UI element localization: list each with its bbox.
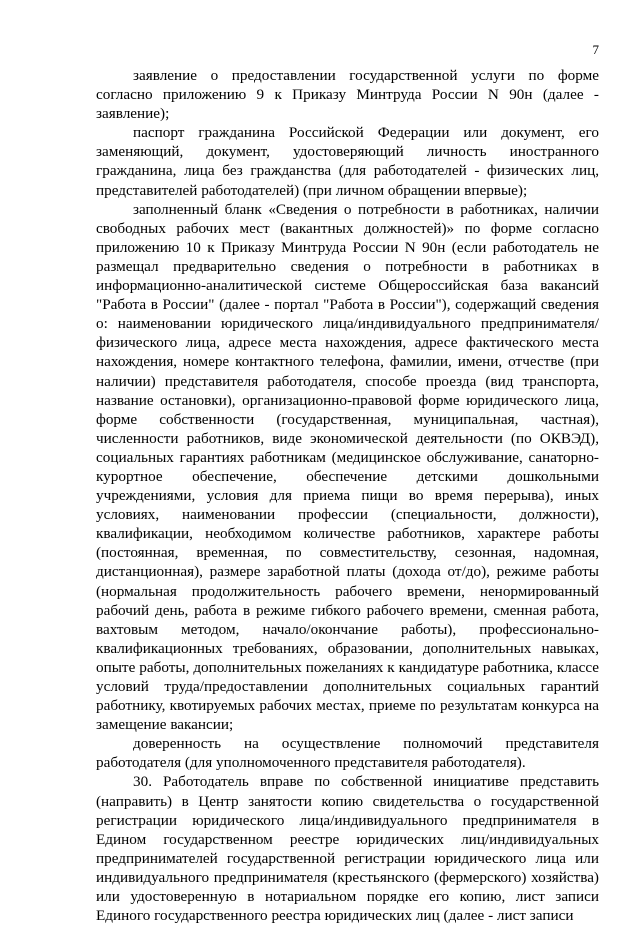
page-number: 7 <box>592 42 599 57</box>
paragraph-passport-item: паспорт гражданина Российской Федерации или документ, его заменяющий, документ, удостоверяющий личность иностранного гражданина, лица без гражданства (для работодателей - физических лиц, представителей работодателей) (при личном обращении впервые); <box>96 124 599 199</box>
paragraph-application-item: заявление о предоставлении государственной услуги по форме согласно приложению 9 к Приказу Минтруда России N 90н (далее - заявление); <box>96 67 599 123</box>
paragraph-power-of-attorney-item: доверенность на осуществление полномочий представителя работодателя (для уполномоченного представителя работодателя). <box>96 735 599 772</box>
paragraph-clause-30: 30. Работодатель вправе по собственной инициативе представить (направить) в Центр занятости копию свидетельства о государственной регистрации юридического лица/индивидуального предпринимателя в Едином государственном реестре юридических лиц/индивидуальных предпринимателей государственной регистрации юридического лица или индивидуального предпринимателя (крестьянского (фермерского) хозяйства) или удостоверенную в нотариальном порядке его копию, лист записи Единого государственного реестра юридических лиц (далее - лист записи <box>96 773 599 925</box>
document-body <box>96 66 599 925</box>
paragraph-vacancy-form-item: заполненный бланк «Сведения о потребности в работниках, наличии свободных рабочих мест (вакантных должностей)» по форме согласно приложению 10 к Приказу Минтруда России N 90н (если работодатель не размещал предварительно сведения о потребности в работниках в информационно-аналитической системе Общероссийская база вакансий "Работа в России" (далее - портал "Работа в России"), содержащий сведения о: наименовании юридического лица/индивидуального предпринимателя/физического лица, адресе места нахождения, адресе фактического места нахождения, номере контактного телефона, фамилии, имени, отчестве (при наличии) представителя работодателя, способе проезда (вид транспорта, название остановки), организационно-правовой форме юридического лица, форме собственности (государственная, муниципальная, частная), численности работников, виде экономической деятельности (по ОКВЭД), социальных гарантиях работникам (медицинское обслуживание, санаторно-курортное обеспечение, обеспечение детскими дошкольными учреждениями, условия для приема пищи во время перерыва), иных условиях, наименовании профессии (специальности, должности), квалификации, необходимом количестве работников, характере работы (постоянная, временная, по совместительству, сезонная, надомная, дистанционная), размере заработной платы (дохода от/до), режиме работы (нормальная продолжительность рабочего времени, ненормированный рабочий день, работа в режиме гибкого рабочего времени, сменная работа, вахтовым методом, начало/окончание работы), профессионально-квалификационных требованиях, образовании, дополнительных навыках, опыте работы, дополнительных пожеланиях к кандидатуре работника, классе условий труда/предоставлении дополнительных социальных гарантий работнику, квотируемых рабочих местах, приеме по результатам конкурса на замещение вакансии; <box>96 200 599 734</box>
